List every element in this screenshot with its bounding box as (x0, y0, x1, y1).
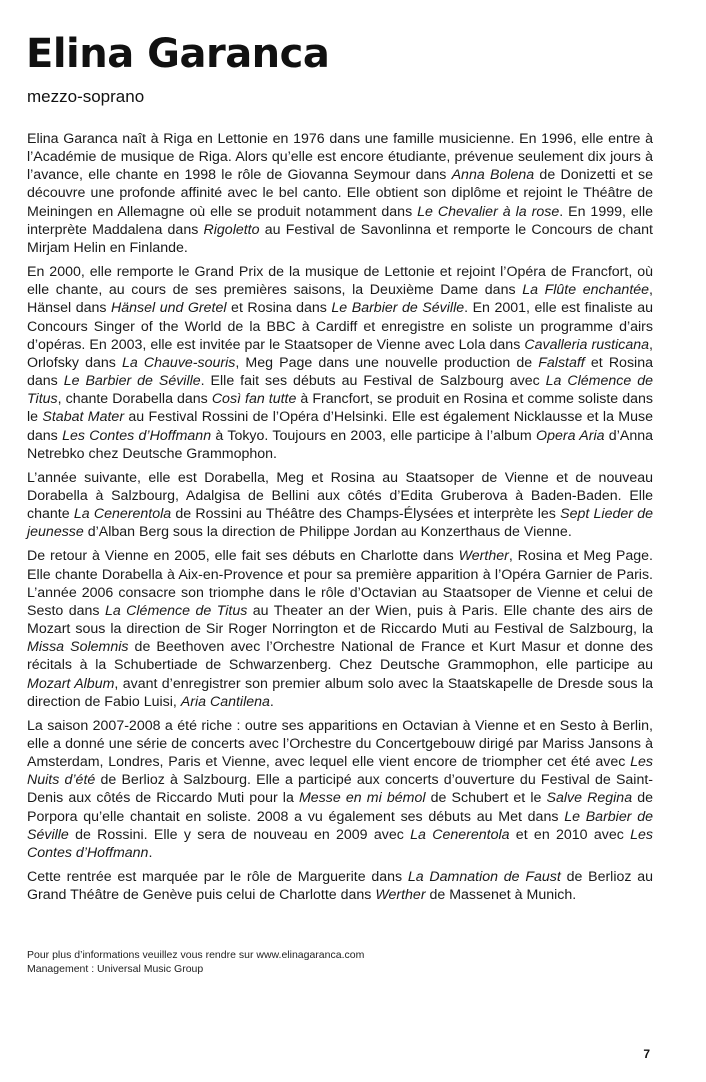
text-run: de Porpora qu’elle chantait en soliste. 2008 a vu également ses débuts au Met dans (27, 790, 653, 825)
biography-text (27, 130, 653, 910)
bio-paragraph (27, 130, 653, 257)
bio-paragraph (27, 868, 653, 904)
text-run: . (269, 693, 274, 710)
italic-title: Salve Regina (546, 790, 633, 807)
italic-title: Le Chevalier à la rose (417, 203, 560, 220)
text-run: , chante Dorabella dans (57, 391, 212, 408)
italic-title: Les Contes d’Hoffmann (62, 427, 212, 444)
italic-title: Les Nuits d’été (27, 754, 653, 789)
italic-title: La Flûte enchantée (522, 282, 650, 299)
italic-title: Le Barbier de Séville (331, 300, 465, 317)
italic-title: Les Contes d’Hoffmann (27, 826, 653, 861)
italic-title: Opera Aria (536, 427, 605, 444)
italic-title: Missa Solemnis (27, 639, 129, 656)
text-run: Elina Garanca naît à Riga en Lettonie en 1976 dans une famille musicienne. En 1996, elle entre à l’Académie de musique de Riga. Alors qu’elle est encore étudiante, prévenue seulement dix jours à l’avance, elle chante en 1998 le rôle de Giovanna Seymour dans (27, 131, 653, 184)
italic-title: Cavalleria rusticana (524, 336, 650, 353)
page-number: 7 (643, 1047, 650, 1061)
italic-title: Hänsel und Gretel (111, 300, 227, 317)
text-run: L’année suivante, elle est Dorabella, Meg et Rosina au Staatsoper de Vienne et de nouveau Dorabella à Salzbourg, Adalgisa de Bellini aux côtés d’Edita Gruberova à Baden-Baden. Elle chante (27, 469, 653, 523)
page-title: Elina Garanca (26, 31, 330, 77)
italic-title: Rigoletto (203, 221, 260, 238)
text-run: De retour à Vienne en 2005, elle fait ses débuts en Charlotte dans (27, 548, 459, 565)
bio-paragraph (27, 469, 653, 542)
page-subtitle: mezzo-soprano (27, 87, 145, 106)
italic-title: Anna Bolena (451, 167, 535, 184)
text-run: , Hänsel dans (27, 282, 653, 317)
text-run: de Berlioz au Grand Théâtre de Genève puis celui de Charlotte dans (27, 869, 654, 904)
bio-paragraph (27, 717, 653, 862)
text-run: de Berlioz à Salzbourg. Elle a participé aux concerts d’ouverture du Festival de Saint-Denis aux côtés de Riccardo Muti pour la (27, 772, 654, 807)
italic-title: La Damnation de Faust (407, 869, 561, 886)
italic-title: Mozart Album (27, 675, 115, 692)
text-run: , Rosina et Meg Page. Elle chante Dorabella à Aix-en-Provence et pour sa première apparition à l’Opéra Garnier de Paris. L’année 2006 consacre son triomphe dans le rôle d’Octavian au Staatsoper de Vienne et celui de Sesto dans (27, 548, 653, 619)
text-run: d’Alban Berg sous la direction de Philippe Jordan au Konzerthaus de Vienne. (83, 524, 572, 541)
text-run: au Festival Rossini de l’Opéra d’Helsinki. Elle est également Nicklausse et la Muse dans (27, 409, 654, 444)
text-run: , avant d’enregistrer son premier album solo avec la Staatskapelle de Dresde sous la direction de Fabio Luisi, (27, 675, 653, 710)
text-run: au Theater an der Wien, puis à Paris. Elle chante des airs de Mozart sous la direction de Sir Roger Norrington et de Riccardo Muti au Festival de Salzbourg, la (27, 602, 653, 638)
text-run: , Meg Page dans une nouvelle production de (235, 354, 539, 371)
italic-title: La Cenerentola (410, 826, 510, 843)
italic-title: Sept Lieder de jeunesse (27, 506, 653, 541)
italic-title: Le Barbier de Séville (27, 808, 653, 843)
bio-paragraph (27, 547, 653, 710)
text-run: de Massenet à Munich. (425, 887, 577, 904)
text-run: de Rossini. Elle y sera de nouveau en 2009 avec (68, 826, 411, 843)
footer-info-line: Pour plus d’informations veuillez vous rendre sur www.elinagaranca.com (27, 949, 365, 961)
text-run: d’Anna Netrebko chez Deutsche Grammophon. (27, 427, 653, 462)
footer (27, 948, 364, 976)
italic-title: Werther (375, 887, 426, 904)
italic-title: La Chauve-souris (122, 354, 236, 371)
italic-title: La Clémence de Titus (104, 602, 248, 619)
text-run: à Francfort, se produit en Rosina et comme soliste dans le (27, 391, 653, 426)
text-run: . Elle fait ses débuts au Festival de Salzbourg avec (200, 373, 546, 390)
text-run: de Schubert et le (425, 790, 547, 807)
text-run: . En 2001, elle est finaliste au Concours Singer of the World de la BBC à Cardiff et enregistre en soliste un programme d’airs d’opéras. En 2003, elle est invitée par le Staatsoper de Vienne avec Lola dans (27, 300, 653, 353)
italic-title: Werther (458, 548, 509, 565)
text-run: Cette rentrée est marquée par le rôle de Marguerite dans (27, 869, 408, 886)
text-run: au Festival de Savonlinna et remporte le Concours de chant Mirjam Helin en Finlande. (27, 221, 654, 256)
text-run: et Rosina dans (27, 354, 653, 390)
italic-title: Aria Cantilena (180, 693, 270, 710)
text-run: de Beethoven avec l’Orchestre National de France et Kurt Masur et donne des récitals à la Schubertiade de Schwarzenberg. Chez Deutsche Grammophon, elle participe au (27, 639, 654, 674)
text-run: La saison 2007-2008 a été riche : outre ses apparitions en Octavian à Vienne et en Sesto à Berlin, elle a donné une série de concerts avec l’Orchestre du Concertgebouw dirigé par Mariss Jansons à Amsterdam, Londres, Paris et Vienne, avec lequel elle vient encore de triompher cet été avec (27, 717, 653, 771)
text-run: . (148, 844, 153, 861)
text-run: , Orlofsky dans (27, 336, 653, 371)
text-run: En 2000, elle remporte le Grand Prix de la musique de Lettonie et rejoint l’Opéra de Francfort, où elle chante, au cours de ses premières saisons, la Deuxième Dame dans (27, 264, 653, 299)
italic-title: Così fan tutte (211, 391, 297, 408)
italic-title: Stabat Mater (42, 409, 125, 426)
text-run: de Rossini au Théâtre des Champs-Élysées et interprète les (171, 506, 561, 523)
italic-title: Messe en mi bémol (298, 790, 426, 807)
footer-management-line: Management : Universal Music Group (27, 963, 204, 975)
italic-title: La Clémence de Titus (27, 373, 653, 408)
text-run: de Donizetti et se découvre une profonde affinité avec le bel canto. Elle obtient son diplôme et rejoint le Théâtre de Meiningen en Allemagne où elle se produit notamment dans (27, 167, 653, 220)
italic-title: La Cenerentola (73, 506, 172, 523)
text-run: à Tokyo. Toujours en 2003, elle participe à l’album (211, 427, 537, 444)
italic-title: Le Barbier de Séville (63, 373, 201, 390)
text-run: . En 1999, elle interprète Maddalena dans (27, 203, 653, 238)
text-run: et Rosina dans (226, 300, 332, 317)
italic-title: Falstaff (538, 354, 585, 371)
bio-paragraph (27, 263, 653, 463)
text-run: et en 2010 avec (509, 826, 631, 843)
